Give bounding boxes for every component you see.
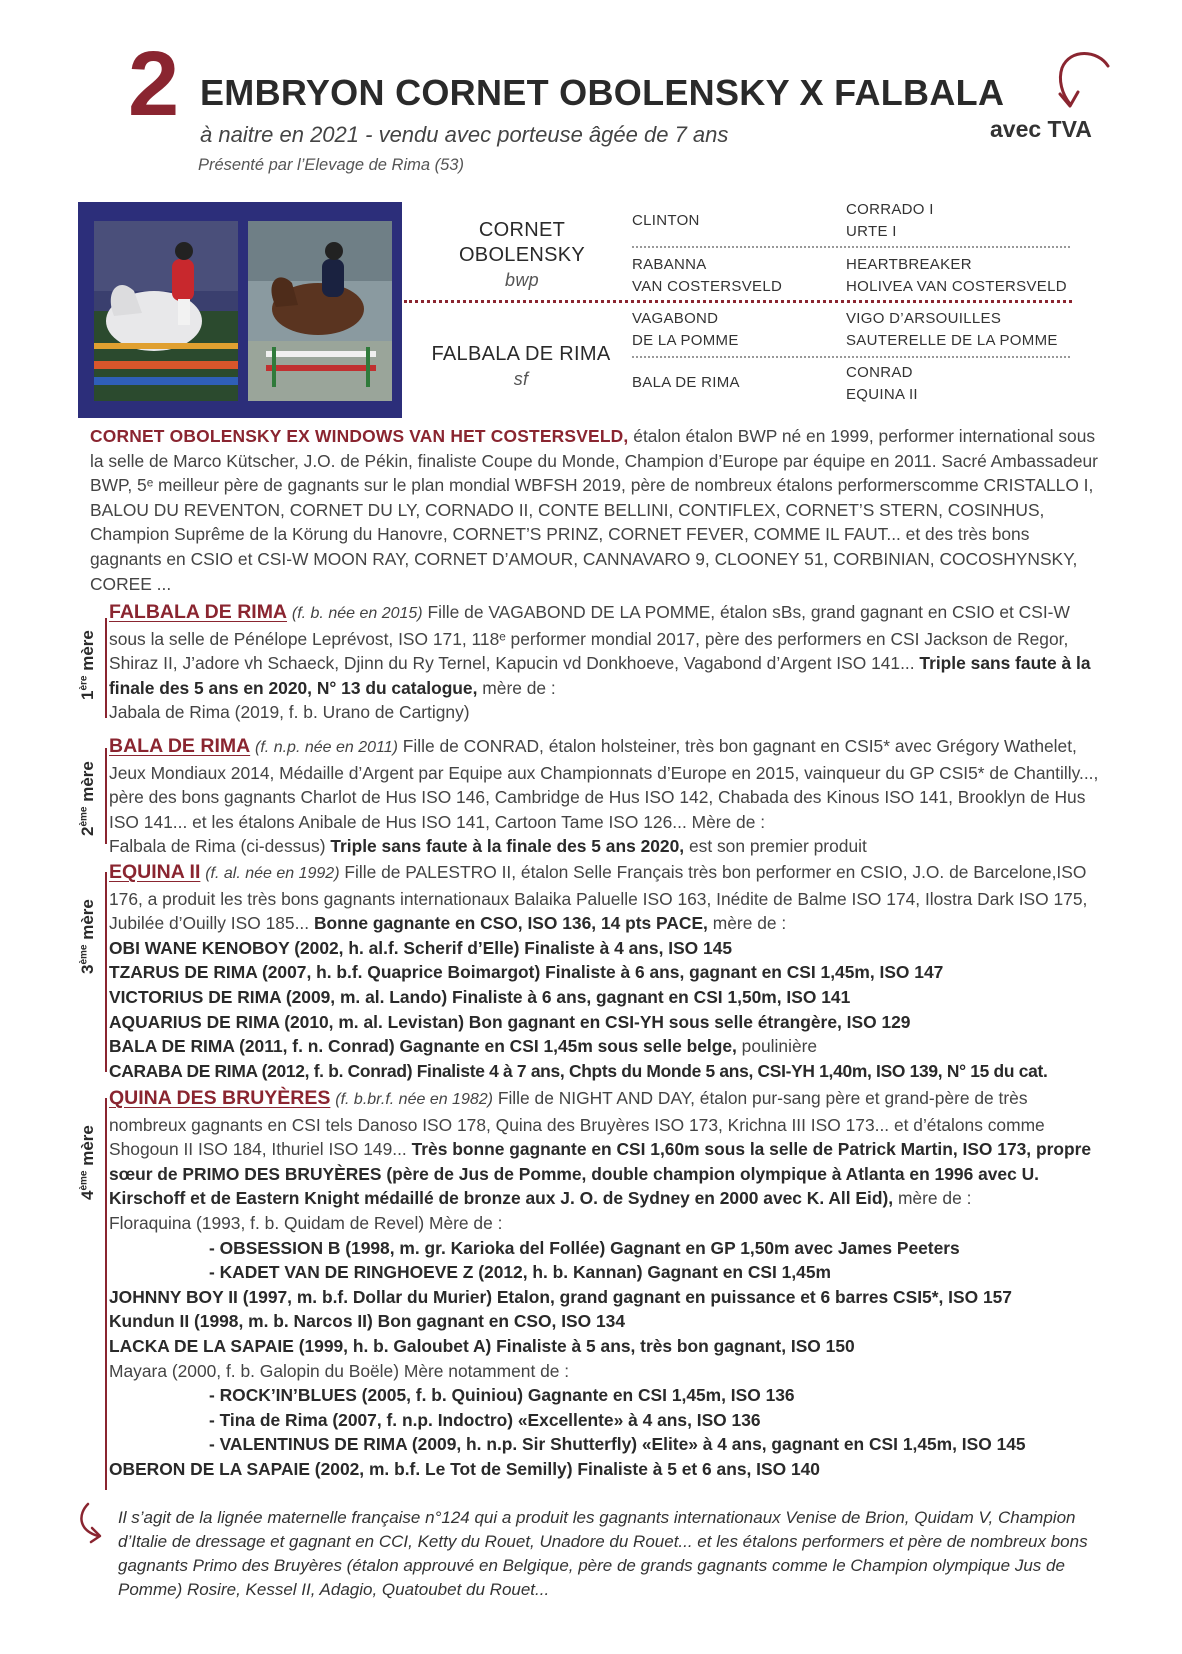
mere-1-text [109,600,1104,700]
sire-description-head: CORNET OBOLENSKY EX WINDOWS VAN HET COSTERSVELD, [90,426,629,446]
produce-line: - ROCK’IN’BLUES (2005, f. b. Quiniou) Gagnante en CSI 1,45m, ISO 136 [209,1385,795,1406]
dam-photo [248,221,392,401]
produce-line: Kundun II (1998, m. b. Narcos II) Bon gagnant en CSO, ISO 134 [109,1311,626,1332]
mere-label-4 [78,1125,98,1200]
mere-4-text [109,1086,1104,1211]
mere-3-bold: Bonne gagnante en CSO, ISO 136, 14 pts PACE, [313,913,708,934]
pedigree-sire [432,218,612,293]
pedigree-gg2: URTE I [846,223,897,240]
produce-line: TZARUS DE RIMA (2007, h. b.f. Quaprice Boimargot) Finaliste à 6 ans, gagnant en CSI 1,45m, ISO 147 [109,962,944,983]
mere-4-bold: Très bonne gagnante en CSI 1,60m sous la selle de Patrick Martin, ISO 173, propre sœur de PRIMO DES BRUYÈRES (père de Jus de Pomme, double champion olympique à Atlanta en 1996 avec U. Kirschoff et de Eastern Knight médaillé de bronze aux J. O. de Sydney en 2000 avec K. All Eid), [109,1139,1092,1209]
pedigree-gg7: CONRAD [846,364,913,381]
mere-label-word: mère [78,899,97,945]
pedigree-sire-dam-2: VAN COSTERSVELD [632,278,783,295]
mere-label-num: 1 [78,690,97,700]
pedigree-gg-4 [846,362,918,406]
pedigree-dam-sire-2: DE LA POMME [632,332,739,349]
pedigree-dam-sire-1: VAGABOND [632,310,719,327]
pedigree-gg8: EQUINA II [846,386,918,403]
produce-text: poulinière [736,1036,818,1057]
pedigree-gg3: HEARTBREAKER [846,256,972,273]
pedigree-dam-breed: sf [513,369,529,389]
mere-2-section [109,734,1104,859]
tva-note: avec TVA [990,116,1092,142]
pedigree-dam-sire [632,308,739,352]
page-subtitle: à naitre en 2021 - vendu avec porteuse âgée de 7 ans [200,122,729,147]
pedigree-divider-main [404,300,1072,303]
produce-line [109,1034,1104,1059]
pedigree-divider [632,356,1070,358]
mere-4-desc2: mère de : [893,1188,972,1209]
produce-line: - OBSESSION B (1998, m. gr. Karioka del Follée) Gagnant en GP 1,50m avec James Peeters [209,1237,960,1258]
pedigree-gg6: SAUTERELLE DE LA POMME [846,332,1058,349]
mere-1-section [109,600,1104,725]
curved-arrow-icon [74,1500,108,1551]
section-rule [105,748,107,844]
mere-2-text [109,734,1104,834]
mere-2-produce-bold: Triple sans faute à la finale des 5 ans 2020, [330,836,685,857]
pedigree-sire-name-1: CORNET [478,219,566,241]
pedigree-gg-3 [846,308,1058,352]
mere-3-desc2: mère de : [707,913,787,934]
mere-1-sub: (f. b. née en 2015) [291,605,423,622]
sire-description-text: étalon étalon BWP né en 1999, performer international sous la selle de Marco Kütscher, J.O. de Pékin, finaliste Coupe du Monde, Champion d’Europe par équipe en 2011. Sacré Ambassadeur BWP, 5ᵉ meilleur père de gagnants sur le plan mondial WBFSH 2019, père de nombreux étalons performerscomme CRISTALLO I, BALOU DU REVENTON, CORNET DU LY, CORNADO II, CONTE BELLINI, CONTIFLEX, CORNET’S STERN, COSINHUS, Champion Suprême de la Körung du Hanovre, CORNET’S PRINZ, CORNET FEVER, COMME IL FAUT... et des très bons gagnants en CSIO et CSI-W MOON RAY, CORNET D’AMOUR, CANNAVARO 9, CLOONEY 51, CORBINIAN, COCOSHYNSKY, COREE ... [90,426,1098,594]
pedigree-gg-2 [846,254,1067,298]
mere-1-produce: Jabala de Rima (2019, f. b. Urano de Cartigny) [109,702,470,723]
produce-bold: BALA DE RIMA (2011, f. n. Conrad) Gagnante en CSI 1,45m sous selle belge, [109,1036,737,1057]
mere-3-desc: Fille de PALESTRO II, étalon Selle Français très bon performer en CSIO, J.O. de Barcelone,ISO 176, a produit les très bons gagnants internationaux Balaika Paluelle ISO 163, Inédite de Balme ISO 174, Ilostra Dark ISO 175, Jubilée d’Ouilly ISO 185... [109,862,1088,934]
pedigree-gg5: VIGO D’ARSOUILLES [846,310,1002,327]
mere-label-sup: ère [78,675,90,691]
mere-label-num: 3 [78,964,97,974]
mere-label-2 [78,761,98,836]
section-rule [105,872,107,1072]
curved-arrow-icon [1048,48,1114,117]
pedigree-sire-name-2: OBOLENSKY [458,244,586,266]
mere-label-num: 4 [78,1190,97,1200]
pedigree-gg1: CORRADO I [846,201,934,218]
mere-2-desc: Fille de CONRAD, étalon holsteiner, très bon gagnant en CSI5* avec Grégory Wathelet, Jeux Mondiaux 2014, Médaille d’Argent par Equipe aux Championnats d’Europe en 2015, vainqueur du GP CSI5* de Chantilly..., père des bons gagnants Charlot de Hus ISO 146, Cambridge de Hus ISO 142, Chabada des Kinous ISO 141, Brooklyn de Hus ISO 141... et les étalons Anibale de Hus ISO 141, Cartoon Tame ISO 126... Mère de : [109,736,1099,832]
mere-3-name: EQUINA II [109,861,201,883]
section-rule [105,618,107,718]
mere-4-desc: Fille de NIGHT AND DAY, étalon pur-sang père et grand-père de très nombreux gagnants en CSI tels Danoso ISO 178, Quina des Bruyères ISO 173, Krichna III ISO 173... et d’étalons comme Shogoun II ISO 184, Ithuriel ISO 149... [109,1088,1045,1160]
produce-line: - Tina de Rima (2007, f. n.p. Indoctro) «Excellente» à 4 ans, ISO 136 [209,1409,761,1430]
mere-3-sub: (f. al. née en 1992) [205,865,340,882]
pedigree-divider [632,246,1070,248]
produce-line: VICTORIUS DE RIMA (2009, m. al. Lando) Finaliste à 6 ans, gagnant en CSI 1,50m, ISO 141 [109,986,851,1007]
pedigree-sire-sire: CLINTON [632,212,700,229]
mere-label-word: mère [78,761,97,807]
photo-panel [78,202,402,418]
produce-line: JOHNNY BOY II (1997, m. b.f. Dollar du Murier) Etalon, grand gagnant en puissance et 6 barres CSI5*, ISO 157 [109,1286,1012,1307]
mere-1-name: FALBALA DE RIMA [109,601,288,623]
produce-line: Mayara (2000, f. b. Galopin du Boële) Mère notamment de : [109,1360,570,1381]
presenter-line: Présenté par l’Elevage de Rima (53) [198,156,464,174]
mere-label-sup: ème [78,1170,90,1191]
mere-label-num: 2 [78,826,97,836]
produce-line: AQUARIUS DE RIMA (2010, m. al. Levistan) Bon gagnant en CSI-YH sous selle étrangère, ISO 129 [109,1011,911,1032]
pedigree-dam [420,342,622,392]
produce-line: - VALENTINUS DE RIMA (2009, h. n.p. Sir Shutterfly) «Elite» à 4 ans, gagnant en CSI 1,45m, ISO 145 [209,1434,1026,1455]
mere-label-3 [78,899,98,974]
mere-2-produce-text: Falbala de Rima (ci-dessus) [109,836,331,857]
sire-photo [94,221,238,401]
mere-1-desc2: mère de : [477,677,556,698]
mere-1-desc: Fille de VAGABOND DE LA POMME, étalon sBs, grand gagnant en CSIO et CSI-W sous la selle de Pénélope Leprévost, ISO 171, 118ᵉ performer mondial 2017, père des performers en CSI Jackson de Regor, Shiraz II, J’adore vh Schaeck, Djinn du Ry Ternel, Kapucin vd Donkhoeve, Vagabond d’Argent ISO 141... [109,602,1070,674]
mere-label-word: mère [78,1125,97,1171]
produce-line: CARABA DE RIMA (2012, f. b. Conrad) Finaliste 4 à 7 ans, Chpts du Monde 5 ans, CSI-YH 1,40m, ISO 139, N° 15 du cat. [109,1060,1048,1081]
maternal-line-note: Il s’agit de la lignée maternelle française n°124 qui a produit les gagnants internationaux Venise de Brion, Quidam V, Champion d’Italie de dressage et gagnant en CCI, Ketty du Rouet, Unadore du Rouet... et les étalons performers et père de nombreux bons gagnants Primo des Bruyères (étalon approuvé en Belgique, père de grands gagnants comme le Champion olympique Jus de Pomme) Rosire, Kessel II, Adagio, Quatoubet du Rouet... [118,1508,1088,1599]
pedigree-dam-dam: BALA DE RIMA [632,374,740,391]
page-title: EMBRYON CORNET OBOLENSKY X FALBALA [200,72,1005,113]
pedigree-sire-breed: bwp [505,270,539,290]
mere-3-text [109,860,1104,936]
pedigree-gg4: HOLIVEA VAN COSTERSVELD [846,278,1067,295]
produce-line: OBI WANE KENOBOY (2002, h. al.f. Scherif d’Elle) Finaliste à 4 ans, ISO 145 [109,937,733,958]
pedigree-sire-dam [632,254,782,298]
pedigree-sire-dam-1: RABANNA [632,256,707,273]
mere-2-sub: (f. n.p. née en 2011) [255,739,398,756]
lot-number: 2 [128,33,178,135]
mere-2-produce-text2: est son premier produit [684,836,867,857]
mere-3-section [109,860,1104,1083]
mere-4-sub: (f. b.br.f. née en 1982) [335,1091,493,1108]
produce-line: LACKA DE LA SAPAIE (1999, h. b. Galoubet A) Finaliste à 5 ans, très bon gagnant, ISO 150 [109,1335,855,1356]
mere-2-name: BALA DE RIMA [109,735,251,757]
mere-label-word: mère [78,630,97,676]
pedigree-gg-1 [846,199,934,243]
produce-line: Floraquina (1993, f. b. Quidam de Revel) Mère de : [109,1212,503,1233]
produce-line: - KADET VAN DE RINGHOEVE Z (2012, h. b. Kannan) Gagnant en CSI 1,45m [209,1262,831,1283]
pedigree-dam-name: FALBALA DE RIMA [431,343,611,365]
mere-label-1 [78,630,98,700]
produce-line: OBERON DE LA SAPAIE (2002, m. b.f. Le Tot de Semilly) Finaliste à 5 et 6 ans, ISO 140 [109,1458,820,1479]
sire-description [90,424,1104,596]
mere-4-section [109,1086,1104,1482]
mere-4-name: QUINA DES BRUYÈRES [109,1087,331,1109]
mere-label-sup: ème [78,806,90,827]
mere-2-produce [109,834,1104,859]
mere-label-sup: ème [78,944,90,965]
section-rule [105,1098,107,1490]
mere-1-bold: Triple sans faute à la finale des 5 ans en 2020, N° 13 du catalogue, [109,653,1091,698]
